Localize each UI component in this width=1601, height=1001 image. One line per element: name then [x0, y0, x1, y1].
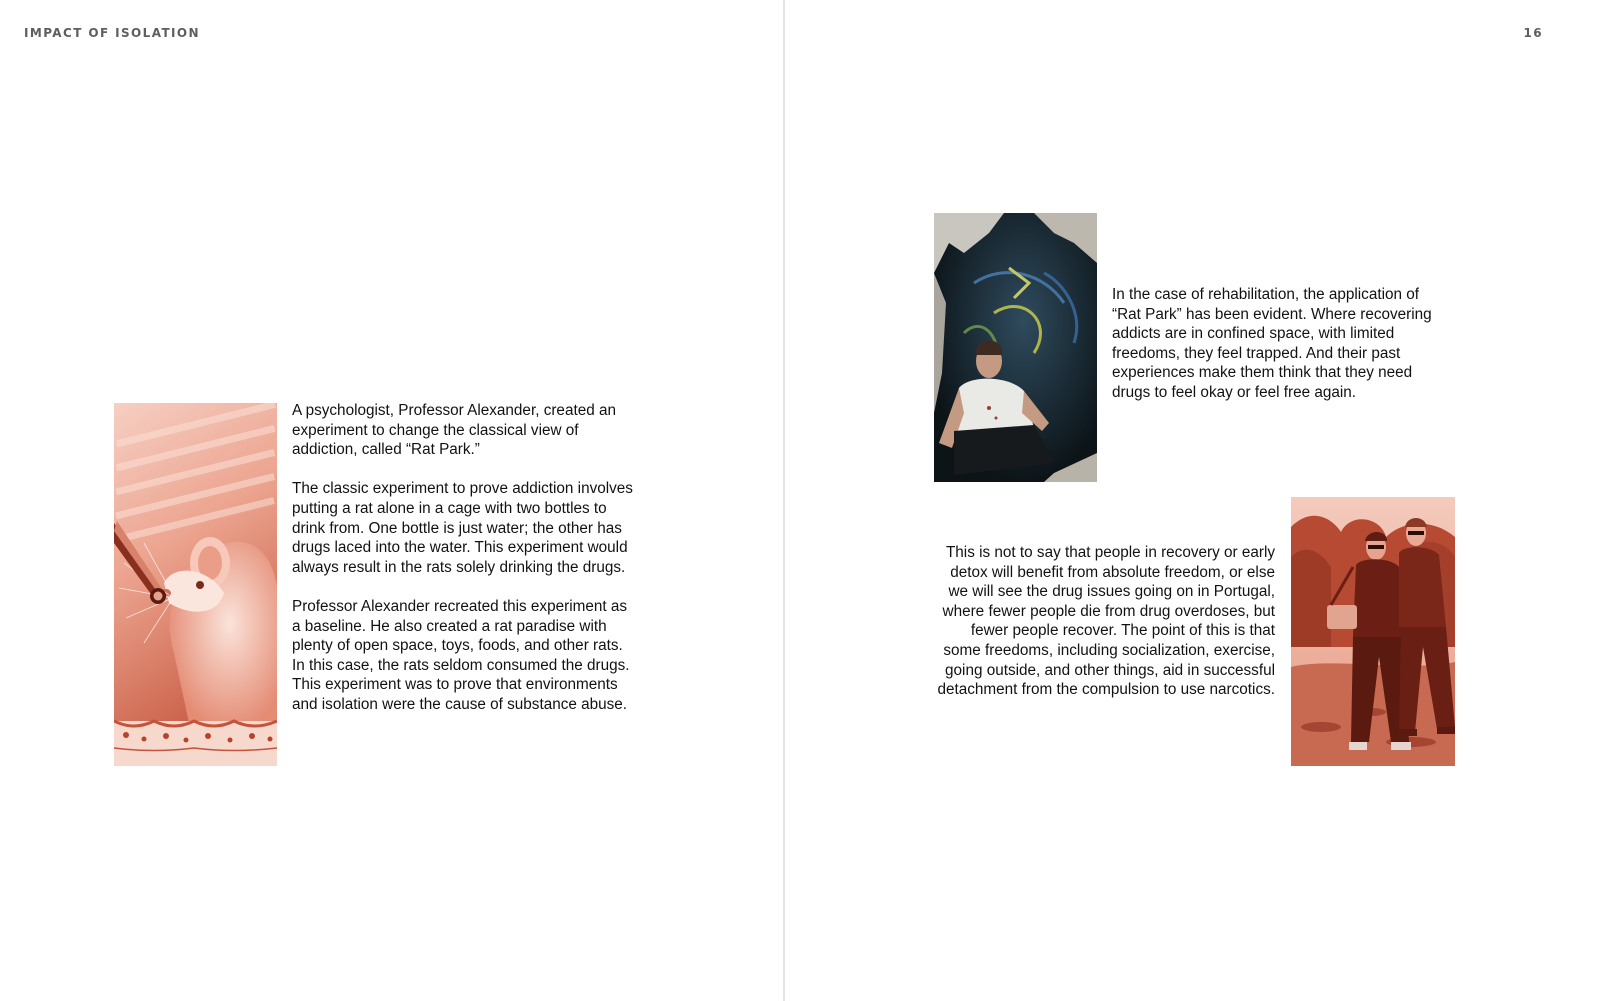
- rat-photo: [114, 403, 277, 766]
- section-title: IMPACT OF ISOLATION: [24, 26, 200, 40]
- classic-experiment-paragraph: The classic experiment to prove addiction involves putting a rat alone in a cage with two bottles to drink from. One bottle is just water; the other has drugs laced into the water. This experiment would always result in the rats solely drinking the drugs.: [292, 480, 633, 576]
- rehabilitation-text: In the case of rehabilitation, the application of “Rat Park” has been evident. Where recovering addicts are in confined space, with limited freedoms, they feel trapped. And their past experiences make them think that they need drugs to feel okay or feel free again.: [1112, 286, 1432, 401]
- man-in-graffiti-cave-photo: [934, 213, 1097, 482]
- two-men-outdoors-photo: [1291, 497, 1455, 766]
- intro-paragraph: A psychologist, Professor Alexander, created an experiment to change the classical view of addiction, called “Rat Park.”: [292, 402, 616, 459]
- left-body-text: [292, 401, 637, 715]
- rat-park-paragraph: Professor Alexander recreated this experiment as a baseline. He also created a rat paradise with plenty of open space, toys, foods, and other rats. In this case, the rats seldom consumed the drugs. This experiment was to prove that environments and isolation were the cause of substance abuse.: [292, 597, 630, 713]
- freedom-text: This is not to say that people in recovery or early detox will benefit from absolute freedom, or else we will see the drug issues going on in Portugal, where fewer people die from drug overdoses, but fewer people recover. The point of this is that some freedoms, including socialization, exercise, going outside, and other things, aid in successful detachment from the compulsion to use narcotics.: [937, 544, 1275, 699]
- page-spine-divider: [783, 0, 785, 1001]
- page-number: 16: [1523, 26, 1543, 40]
